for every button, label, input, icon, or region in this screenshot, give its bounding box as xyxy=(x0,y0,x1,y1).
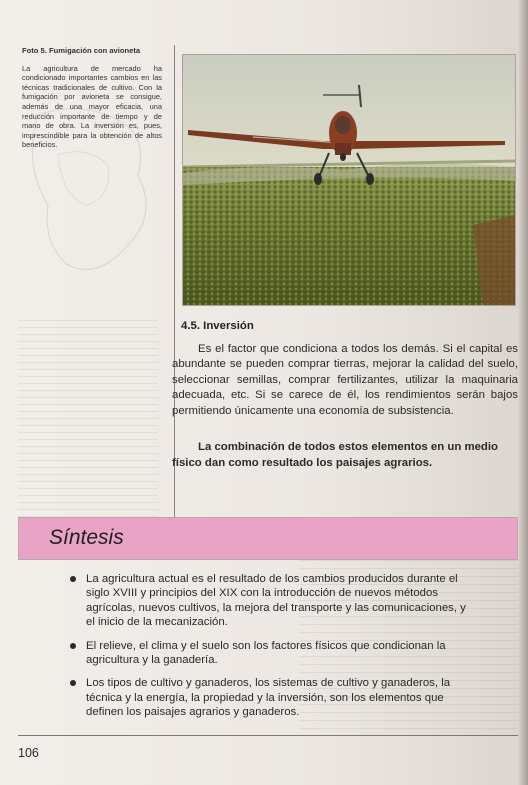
caption-body: La agricultura de mercado ha condicionado importantes cambios en las técnicas tradicionales de cultivo. Con la fumigación por avioneta se consigue, además de una mayor eficacia, una reducción importante de tiempo y de mano de obra. La inversión es, pues, imprescindible para la obtención de altos beneficios. xyxy=(22,63,162,150)
list-item-text: El relieve, el clima y el suelo son los factores físicos que condicionan la agricultura y la ganadería. xyxy=(86,639,446,667)
list-item xyxy=(68,676,476,719)
bullet-icon xyxy=(70,576,76,582)
list-item-text: Los tipos de cultivo y ganaderos, los sistemas de cultivo y ganaderos, la técnica y la energía, la propiedad y la inversión, son los elementos que definen los paisajes agrarios y ganaderos. xyxy=(86,677,451,719)
sintesis-title: Síntesis xyxy=(49,526,124,549)
bullet-icon xyxy=(70,680,76,686)
bullet-icon xyxy=(70,643,76,649)
show-through-text xyxy=(18,320,158,520)
list-item xyxy=(68,639,476,668)
caption-title: Foto 5. Fumigación con avioneta xyxy=(22,46,141,55)
page-edge-shadow xyxy=(518,0,528,785)
crop-dusting-photo xyxy=(182,54,516,306)
section-paragraph: Es el factor que condiciona a todos los demás. Si el capital es abundante se pueden comprar tierras, mejorar la calidad del suelo, seleccionar semillas, comprar fertilizantes, utilizar la maquinaria adecuada, etc. Si se carece de él, los rendimientos serán bajos permitiendo únicamente una economía de subsistencia. xyxy=(172,343,518,417)
section-conclusion: La combinación de todos estos elementos en un medio físico dan como resultado los paisajes agrarios. xyxy=(172,441,499,469)
list-item-text: La agricultura actual es el resultado de los cambios producidos durante el siglo XVIII y principios del XIX con la introducción de nuevos métodos agrícolas, nuevos cultivos, la mejora del transporte y las comunicaciones, y el inicio de la mecanización. xyxy=(86,573,466,629)
section-heading: 4.5. Inversión xyxy=(181,320,254,332)
sintesis-header-band xyxy=(18,517,518,560)
airplane-over-field-image xyxy=(183,55,515,305)
photo-caption xyxy=(22,46,162,150)
page-number: 106 xyxy=(18,746,39,760)
footer-rule xyxy=(18,735,518,736)
sintesis-list xyxy=(68,572,476,729)
list-item xyxy=(68,572,476,630)
